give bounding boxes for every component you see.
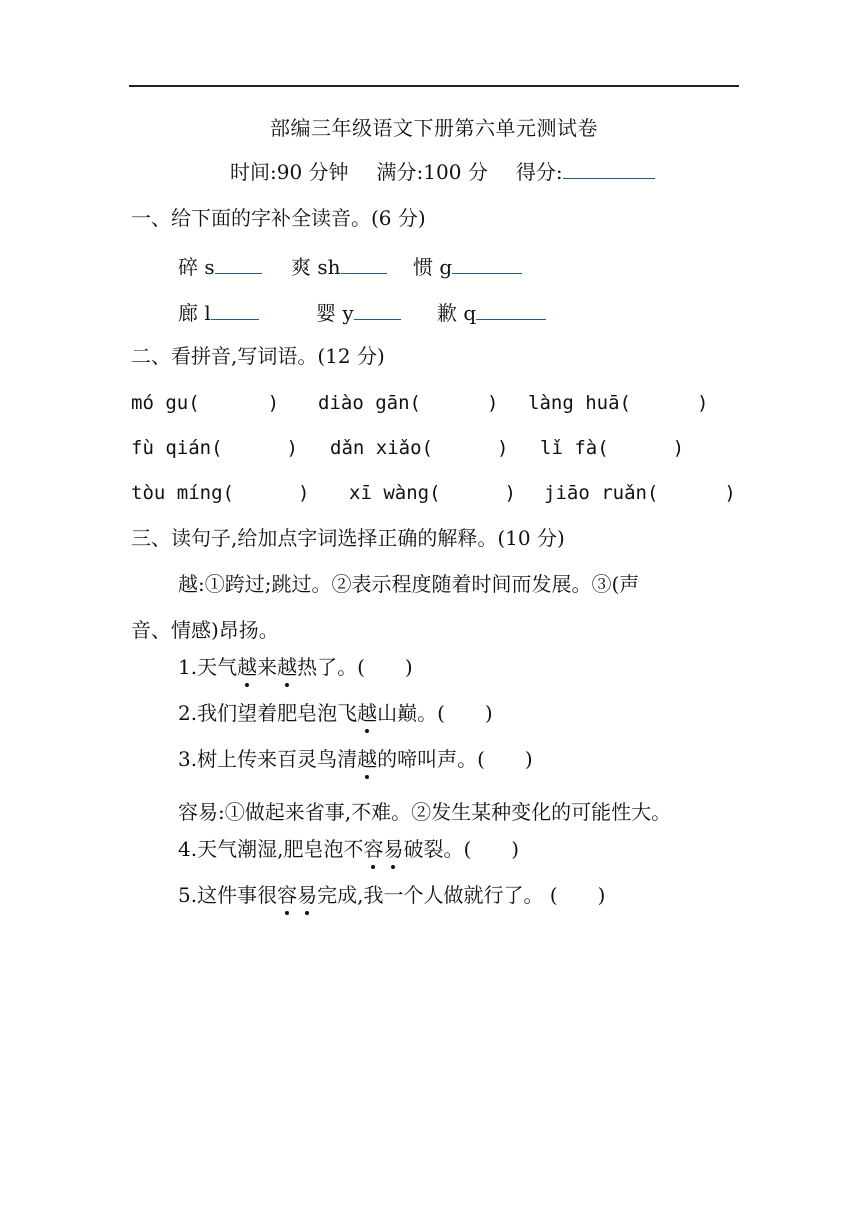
full-score-label: 满分:100 分 xyxy=(376,160,488,184)
s2-item-fuqian xyxy=(131,434,298,462)
s2-pinyin-mogu: mó gu( xyxy=(131,392,200,414)
q5-close: ) xyxy=(597,883,606,907)
s1-blank-lang[interactable] xyxy=(211,299,259,320)
q1-dotted-char-1: 越 xyxy=(237,655,258,679)
s1-item-ying: 婴 y xyxy=(316,301,354,325)
s2-close-touming: ) xyxy=(297,482,310,504)
s1-item-shuang: 爽 sh xyxy=(291,255,341,279)
q3-text-c: 的啼叫声。( xyxy=(377,747,485,771)
q4-dotted-char-1: 容 xyxy=(363,837,384,861)
section1-row2-c xyxy=(437,299,546,327)
s1-item-guan: 惯 g xyxy=(413,255,453,279)
s2-close-langhua: ) xyxy=(696,392,709,414)
question-3 xyxy=(178,745,533,773)
q1-close: ) xyxy=(404,655,413,679)
q5-text-d: 完成,我一个人做就行了。 ( xyxy=(317,883,558,907)
s2-item-xiwang xyxy=(349,479,516,507)
q5-dotted-char-1: 容 xyxy=(277,883,298,907)
question-4 xyxy=(178,835,519,863)
q4-close: ) xyxy=(511,837,520,861)
definition-yue-line1: 越:①跨过;跳过。②表示程度随着时间而发展。③(声 xyxy=(178,572,640,596)
s2-close-mogu: ) xyxy=(267,392,280,414)
s2-pinyin-touming: tòu míng( xyxy=(131,482,234,504)
q2-dotted-char: 越 xyxy=(357,701,378,725)
s2-item-mogu xyxy=(131,389,279,417)
q4-text-a: 4.天气潮湿,肥皂泡不 xyxy=(178,837,364,861)
s2-close-jiaoruan: ) xyxy=(724,482,736,504)
s2-item-lifa xyxy=(540,434,684,462)
s2-close-lifa: ) xyxy=(672,437,685,459)
section1-row1-b xyxy=(291,253,387,281)
s2-pinyin-lifa: lǐ fà( xyxy=(540,437,609,459)
q4-text-d: 破裂。( xyxy=(403,837,472,861)
top-rule xyxy=(129,85,739,87)
s2-item-danxiao xyxy=(330,434,508,462)
s1-blank-guan[interactable] xyxy=(452,253,522,274)
question-2 xyxy=(178,699,493,727)
s2-pinyin-diaogan: diào gān( xyxy=(318,392,421,414)
page-title: 部编三年级语文下册第六单元测试卷 xyxy=(270,116,598,140)
section3-heading: 三、读句子,给加点字词选择正确的解释。(10 分) xyxy=(131,526,565,550)
s2-item-langhua xyxy=(528,389,708,417)
section1-row2 xyxy=(178,299,259,327)
q2-text-c: 山巅。( xyxy=(377,701,445,725)
section1-row1 xyxy=(178,253,262,281)
s2-item-touming xyxy=(131,479,309,507)
s2-pinyin-xiwang: xī wàng( xyxy=(349,482,441,504)
q3-close: ) xyxy=(524,747,533,771)
s1-item-sui: 碎 s xyxy=(178,255,215,279)
question-1 xyxy=(178,653,413,681)
q5-dotted-char-2: 易 xyxy=(297,883,318,907)
s2-close-danxiao: ) xyxy=(496,437,509,459)
section1-heading: 一、给下面的字补全读音。(6 分) xyxy=(131,206,426,230)
q5-text-a: 5.这件事很 xyxy=(178,883,278,907)
s1-blank-ying[interactable] xyxy=(354,299,401,320)
section1-row1-c xyxy=(413,253,522,281)
q3-text-a: 3.树上传来百灵鸟清 xyxy=(178,747,358,771)
s2-item-diaogan xyxy=(318,389,498,417)
s2-pinyin-danxiao: dǎn xiǎo( xyxy=(330,437,433,459)
section2-heading: 二、看拼音,写词语。(12 分) xyxy=(131,344,385,368)
s2-pinyin-langhua: làng huā( xyxy=(528,392,631,414)
s2-close-xiwang: ) xyxy=(504,482,516,504)
q1-text-c: 来 xyxy=(257,655,278,679)
s1-blank-shuang[interactable] xyxy=(341,253,387,274)
q2-close: ) xyxy=(484,701,493,725)
s2-close-diaogan: ) xyxy=(486,392,499,414)
s2-item-jiaoruan xyxy=(544,479,736,507)
question-5 xyxy=(178,881,605,909)
section1-row2-b xyxy=(316,299,401,327)
definition-yue-line2: 音、情感)昂扬。 xyxy=(131,618,279,642)
q1-text-e: 热了。( xyxy=(297,655,365,679)
s2-pinyin-fuqian: fù qián( xyxy=(131,437,223,459)
exam-meta xyxy=(230,158,655,186)
s2-pinyin-jiaoruan: jiāo ruǎn( xyxy=(544,482,659,504)
s1-item-lang: 廊 l xyxy=(178,301,211,325)
time-label: 时间:90 分钟 xyxy=(230,160,349,184)
s1-blank-qian[interactable] xyxy=(476,299,546,320)
q1-dotted-char-2: 越 xyxy=(277,655,298,679)
s1-blank-sui[interactable] xyxy=(215,253,262,274)
q4-dotted-char-2: 易 xyxy=(383,837,404,861)
s1-item-qian: 歉 q xyxy=(437,301,477,325)
definition-rongyi: 容易:①做起来省事,不难。②发生某种变化的可能性大。 xyxy=(178,800,672,824)
s2-close-fuqian: ) xyxy=(286,437,298,459)
score-label: 得分: xyxy=(515,160,563,184)
q2-text-a: 2.我们望着肥皂泡飞 xyxy=(178,701,358,725)
q1-text-a: 1.天气 xyxy=(178,655,238,679)
q3-dotted-char: 越 xyxy=(357,747,378,771)
score-blank[interactable] xyxy=(563,158,655,179)
